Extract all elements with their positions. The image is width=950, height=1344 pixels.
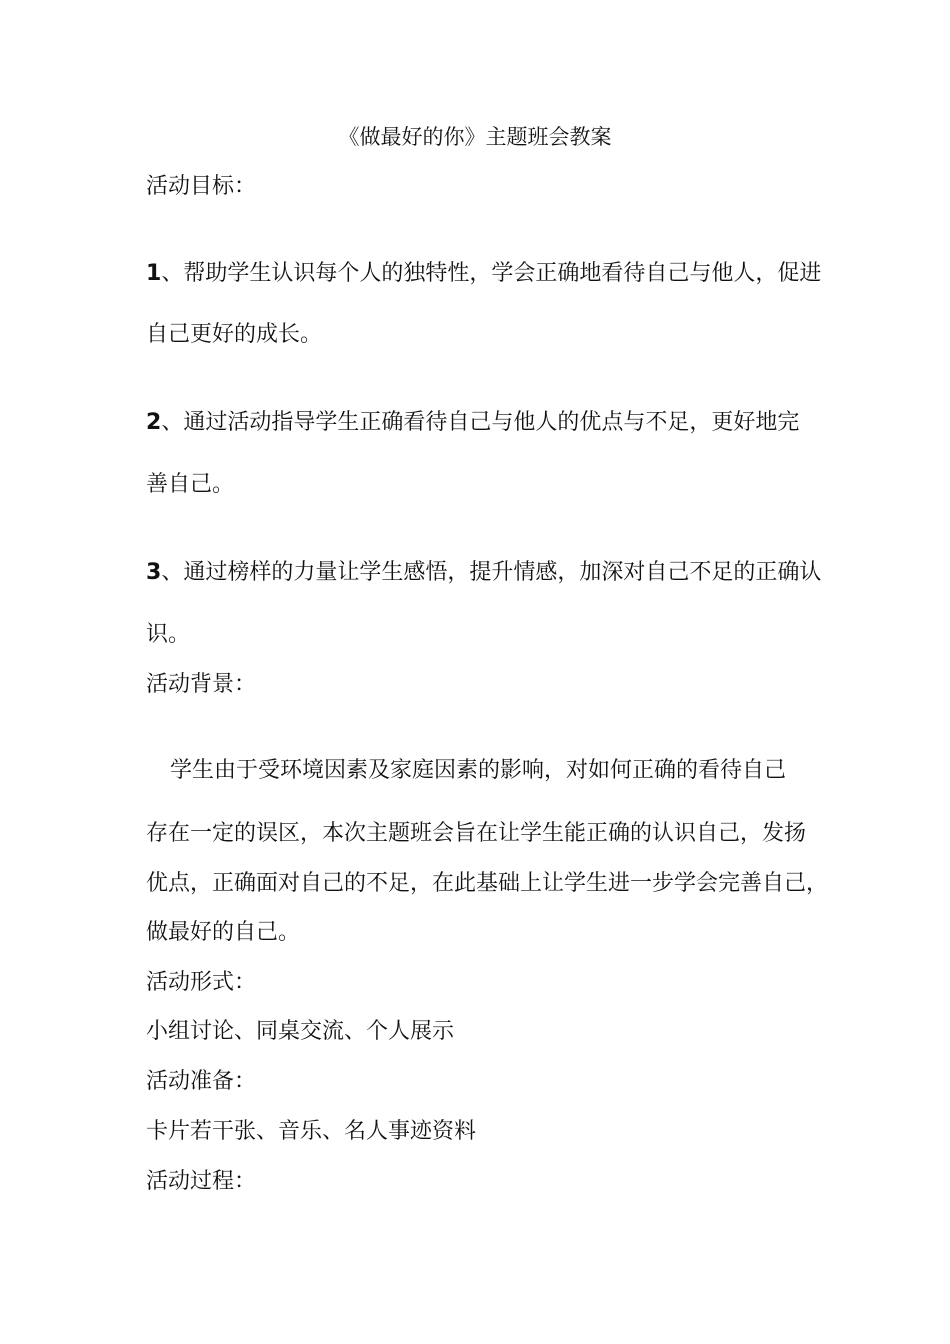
- form-heading: 活动形式：: [146, 970, 257, 995]
- background-paragraph-line: 优点，正确面对自己的不足，在此基础上让学生进一步学会完善自己，: [146, 871, 829, 896]
- goal-text: 、帮助学生认识每个人的独特性，学会正确地看待自己与他人，促进: [161, 261, 822, 286]
- preparation-content: 卡片若干张、音乐、名人事迹资料: [146, 1119, 477, 1144]
- goal-item-2-continued: 善自己。: [146, 472, 235, 497]
- goal-number: 3: [146, 560, 162, 585]
- goal-number: 2: [146, 410, 162, 435]
- goal-text: 、通过榜样的力量让学生感悟，提升情感，加深对自己不足的正确认: [161, 560, 822, 585]
- preparation-heading: 活动准备：: [146, 1069, 257, 1094]
- background-paragraph-line: 做最好的自己。: [146, 920, 301, 945]
- goal-item-3-continued: 识。: [146, 622, 191, 647]
- goal-text: 、通过活动指导学生正确看待自己与他人的优点与不足，更好地完: [161, 410, 800, 435]
- background-paragraph-line: 学生由于受环境因素及家庭因素的影响，对如何正确的看待自己: [170, 758, 787, 783]
- process-heading: 活动过程：: [146, 1169, 257, 1194]
- form-content: 小组讨论、同桌交流、个人展示: [146, 1019, 455, 1044]
- background-paragraph-line: 存在一定的误区，本次主题班会旨在让学生能正确的认识自己，发扬: [146, 821, 807, 846]
- goal-item-2: [146, 408, 799, 438]
- goal-item-1: [146, 259, 821, 289]
- goal-item-3: [146, 558, 821, 588]
- background-heading: 活动背景：: [146, 672, 257, 697]
- goal-number: 1: [146, 261, 162, 286]
- document-title: 《做最好的你》主题班会教案: [338, 125, 612, 149]
- goals-heading: 活动目标：: [146, 174, 257, 199]
- goal-item-1-continued: 自己更好的成长。: [146, 322, 323, 347]
